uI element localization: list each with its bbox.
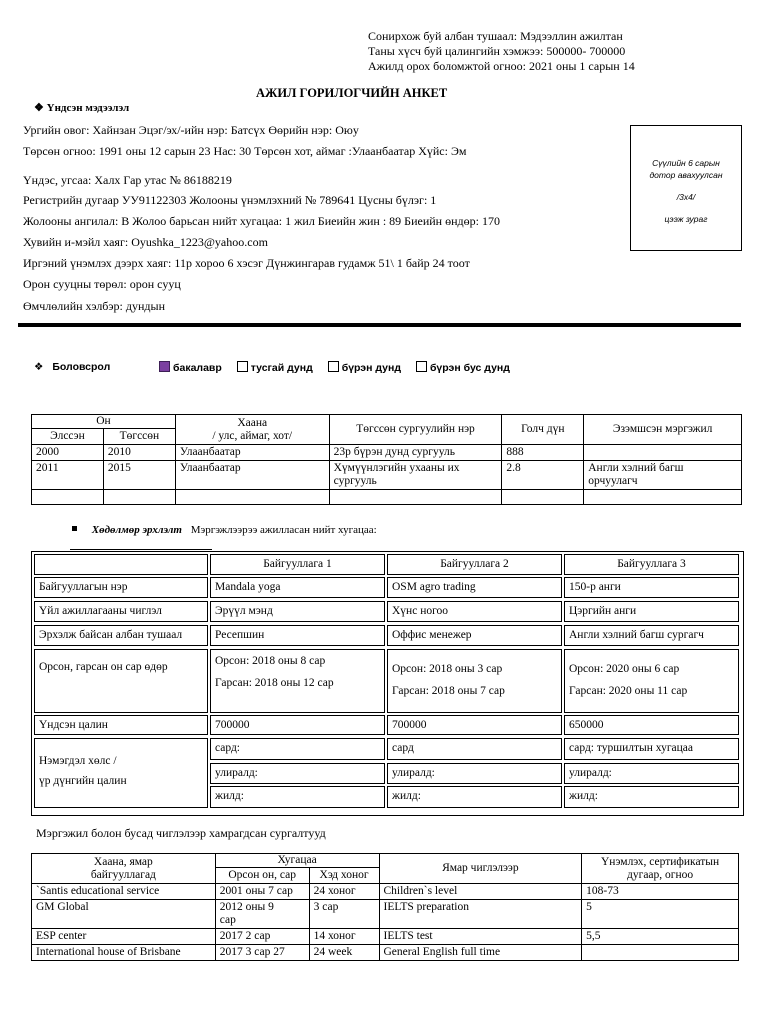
work-heading-label: Хөдөлмөр эрхлэлт xyxy=(91,524,182,536)
row-label-position: Эрхэлж байсан албан тушаал xyxy=(34,625,208,646)
cell-where: Улаанбаатар xyxy=(175,445,329,461)
work-cell-monthly: сард xyxy=(387,738,562,760)
header-gpa: Голч дүн xyxy=(502,415,584,445)
basic-info-heading-label: Үндсэн мэдээлэл xyxy=(46,102,130,114)
cell-start: 2017 2 сар xyxy=(215,929,309,945)
heading-underline xyxy=(70,549,212,550)
cell-school: Хүмүүнлэгийн ухааны их сургууль xyxy=(329,461,502,490)
cell-topic: Children`s level xyxy=(379,884,582,900)
basic-line-8: Орон сууцны төрөл: орон сууц xyxy=(23,277,181,291)
cell-where: `Santis educational service xyxy=(32,884,216,900)
cell-profession xyxy=(584,490,742,505)
work-header-org: Байгууллага 1 xyxy=(210,554,385,575)
option-full-secondary[interactable] xyxy=(328,362,401,374)
education-level-options xyxy=(159,361,510,374)
cell-gpa xyxy=(502,490,584,505)
header-duration: Хугацаа xyxy=(215,854,379,868)
photo-caption-4: цээж зураг xyxy=(664,214,708,224)
cell-where xyxy=(175,490,329,505)
option-special-secondary-label: тусгай дунд xyxy=(250,362,313,374)
header-where: Хаана / улс, аймаг, хот/ xyxy=(175,415,329,445)
basic-line-4: Регистрийн дугаар УУ91122303 Жолооны үнэмлэхний № 789641 Цусны бүлэг: 1 xyxy=(23,193,437,207)
row-label-bonus: Нэмэгдэл хөлс / үр дүнгийн цалин xyxy=(34,738,208,808)
entered-date: Орсон: 2020 оны 6 сар xyxy=(569,663,680,675)
header-topic: Ямар чиглэлээр xyxy=(379,854,582,884)
checkbox-icon[interactable] xyxy=(416,361,427,372)
work-cell-yearly: жилд: xyxy=(564,786,739,808)
cell-school: 23р бүрэн дунд сургууль xyxy=(329,445,502,461)
cell-profession: Англи хэлний багш орчуулагч xyxy=(584,461,742,490)
basic-info-heading xyxy=(34,101,129,114)
left-date: Гарсан: 2018 оны 12 сар xyxy=(215,677,334,689)
option-incomplete-secondary[interactable] xyxy=(416,362,510,374)
work-cell-dates xyxy=(387,649,562,713)
cell-graduated xyxy=(103,490,175,505)
square-bullet-icon xyxy=(72,526,77,531)
header-start: Орсон он, сар xyxy=(215,868,309,884)
table-row xyxy=(32,461,742,490)
cell-days: 24 week xyxy=(309,945,379,961)
table-row xyxy=(32,445,742,461)
checkbox-checked-icon[interactable] xyxy=(159,361,170,372)
cell-cert xyxy=(582,945,739,961)
basic-line-7: Иргэний үнэмлэх дээрх хаяг: 11р хороо 6 хэсэг Дүнжингарав гудамж 51\ 1 байр 24 тоот xyxy=(23,256,470,270)
training-heading: Мэргэжил болон бусад чиглэлээр хамрагдсан сургалтууд xyxy=(36,826,326,840)
header-profession: Эзэмшсэн мэргэжил xyxy=(584,415,742,445)
cell-start: 2017 3 сар 27 xyxy=(215,945,309,961)
work-cell-activity: Цэргийн анги xyxy=(564,601,739,622)
cell-days: 14 хоног xyxy=(309,929,379,945)
entered-date: Орсон: 2018 оны 8 сар xyxy=(215,655,326,667)
education-heading xyxy=(34,361,110,373)
table-row xyxy=(32,900,739,929)
table-row xyxy=(32,884,739,900)
cell-where: GM Global xyxy=(32,900,216,929)
work-cell-quarterly: улиралд: xyxy=(210,763,385,784)
work-cell-salary: 700000 xyxy=(387,715,562,735)
work-cell-activity: Хүнс ногоо xyxy=(387,601,562,622)
basic-line-9: Өмчлөлийн хэлбэр: дундын xyxy=(23,299,166,313)
cell-topic: IELTS preparation xyxy=(379,900,582,929)
available-date: Ажилд орох боломжтой огноо: 2021 оны 1 сарын 14 xyxy=(368,59,635,73)
left-date: Гарсан: 2018 оны 7 сар xyxy=(392,685,505,697)
training-table xyxy=(31,853,739,961)
work-heading xyxy=(72,524,377,536)
position-applied: Сонирхож буй албан тушаал: Мэдээллин ажилтан xyxy=(368,29,623,43)
work-cell-monthly: сард: xyxy=(210,738,385,760)
header-graduated: Төгссөн xyxy=(103,429,175,445)
cell-entered xyxy=(32,490,104,505)
left-date: Гарсан: 2020 оны 11 сар xyxy=(569,685,688,697)
table-row xyxy=(32,929,739,945)
cell-gpa: 2.8 xyxy=(502,461,584,490)
photo-placeholder xyxy=(630,125,742,251)
work-cell-position: Ресепшин xyxy=(210,625,385,646)
cell-gpa: 888 xyxy=(502,445,584,461)
work-cell-dates xyxy=(210,649,385,713)
cell-entered: 2000 xyxy=(32,445,104,461)
desired-salary: Таны хүсч буй цалингийн хэмжээ: 500000- 700000 xyxy=(368,44,626,58)
work-cell-salary: 650000 xyxy=(564,715,739,735)
diamond-bullet-icon: ❖ xyxy=(34,102,44,114)
application-info xyxy=(368,29,635,74)
cell-cert: 108-73 xyxy=(582,884,739,900)
education-table xyxy=(31,414,742,505)
cell-entered: 2011 xyxy=(32,461,104,490)
page-title: АЖИЛ ГОРИЛОГЧИЙН АНКЕТ xyxy=(256,86,448,100)
header-school: Төгссөн сургуулийн нэр xyxy=(329,415,502,445)
option-incomplete-secondary-label: бүрэн бус дунд xyxy=(429,362,510,374)
header-days: Хэд хоног xyxy=(309,868,379,884)
work-cell-quarterly: улиралд: xyxy=(387,763,562,784)
cell-start: 2012 оны 9 сар xyxy=(215,900,309,929)
diamond-bullet-icon: ❖ xyxy=(34,361,44,373)
work-header-org: Байгууллага 3 xyxy=(564,554,739,575)
checkbox-icon[interactable] xyxy=(328,361,339,372)
work-cell-activity: Эрүүл мэнд xyxy=(210,601,385,622)
basic-line-3: Үндэс, угсаа: Халх Гар утас № 86188219 xyxy=(23,173,232,187)
work-cell-position: Оффис менежер xyxy=(387,625,562,646)
basic-line-1: Ургийн овог: Хайнзан Эцэг/эх/-ийн нэр: Батсүх Өөрийн нэр: Оюу xyxy=(23,123,359,137)
cell-school xyxy=(329,490,502,505)
row-label-activity: Үйл ажиллагааны чиглэл xyxy=(34,601,208,622)
cell-profession xyxy=(584,445,742,461)
work-cell-position: Англи хэлний багш сургагч xyxy=(564,625,739,646)
cell-topic: IELTS test xyxy=(379,929,582,945)
work-cell-name: 150-р анги xyxy=(564,577,739,598)
entered-date: Орсон: 2018 оны 3 сар xyxy=(392,663,503,675)
cell-graduated: 2010 xyxy=(103,445,175,461)
work-header-org: Байгууллага 2 xyxy=(387,554,562,575)
cell-days: 24 хоног xyxy=(309,884,379,900)
cell-days: 3 сар xyxy=(309,900,379,929)
option-bachelor-label: бакалавр xyxy=(173,362,222,374)
cell-graduated: 2015 xyxy=(103,461,175,490)
option-bachelor[interactable] xyxy=(159,362,222,374)
row-label-name: Байгууллагын нэр xyxy=(34,577,208,598)
work-cell-quarterly: улиралд: xyxy=(564,763,739,784)
photo-caption-3: /3х4/ xyxy=(676,192,696,202)
table-row xyxy=(32,945,739,961)
header-year: Он xyxy=(32,415,176,429)
basic-line-6: Хувийн и-мэйл хаяг: Oyushka_1223@yahoo.com xyxy=(23,235,268,249)
work-cell-yearly: жилд: xyxy=(387,786,562,808)
checkbox-icon[interactable] xyxy=(237,361,248,372)
photo-caption-1: Сүүлийн 6 сарын xyxy=(652,158,720,168)
cell-cert: 5 xyxy=(582,900,739,929)
header-cert: Үнэмлэх, сертификатын дугаар, огноо xyxy=(582,854,739,884)
section-divider xyxy=(18,323,741,327)
header-entered: Элссэн xyxy=(32,429,104,445)
work-cell-monthly: сард: туршилтын хугацаа xyxy=(564,738,739,760)
cell-start: 2001 оны 7 сар xyxy=(215,884,309,900)
header-where: Хаана, ямар байгууллагад xyxy=(32,854,216,884)
row-label-salary: Үндсэн цалин xyxy=(34,715,208,735)
work-cell-name: Mandala yoga xyxy=(210,577,385,598)
work-cell-yearly: жилд: xyxy=(210,786,385,808)
work-cell-name: OSM agro trading xyxy=(387,577,562,598)
cell-where: Улаанбаатар xyxy=(175,461,329,490)
work-cell-salary: 700000 xyxy=(210,715,385,735)
cell-cert: 5,5 xyxy=(582,929,739,945)
work-cell-dates xyxy=(564,649,739,713)
table-row xyxy=(32,490,742,505)
option-full-secondary-label: бүрэн дунд xyxy=(341,362,402,374)
cell-where: ESP center xyxy=(32,929,216,945)
work-subheading: Мэргэжлээрээ ажилласан нийт хугацаа: xyxy=(190,524,377,536)
row-label-dates: Орсон, гарсан он сар өдөр xyxy=(34,649,208,713)
education-heading-label: Боловсрол xyxy=(52,361,111,373)
basic-line-2: Төрсөн огноо: 1991 оны 12 сарын 23 Нас: 30 Төрсөн хот, аймаг :Улаанбаатар Хүйс: Эм xyxy=(23,144,467,158)
basic-line-5: Жолооны ангилал: В Жолоо барьсан нийт хугацаа: 1 жил Биеийн жин : 89 Биеийн өндөр: 170 xyxy=(23,214,500,228)
photo-caption-2: дотор авахуулсан xyxy=(649,170,723,180)
cell-topic: General English full time xyxy=(379,945,582,961)
cell-where: International house of Brisbane xyxy=(32,945,216,961)
option-special-secondary[interactable] xyxy=(237,362,313,374)
work-header-blank xyxy=(34,554,208,575)
